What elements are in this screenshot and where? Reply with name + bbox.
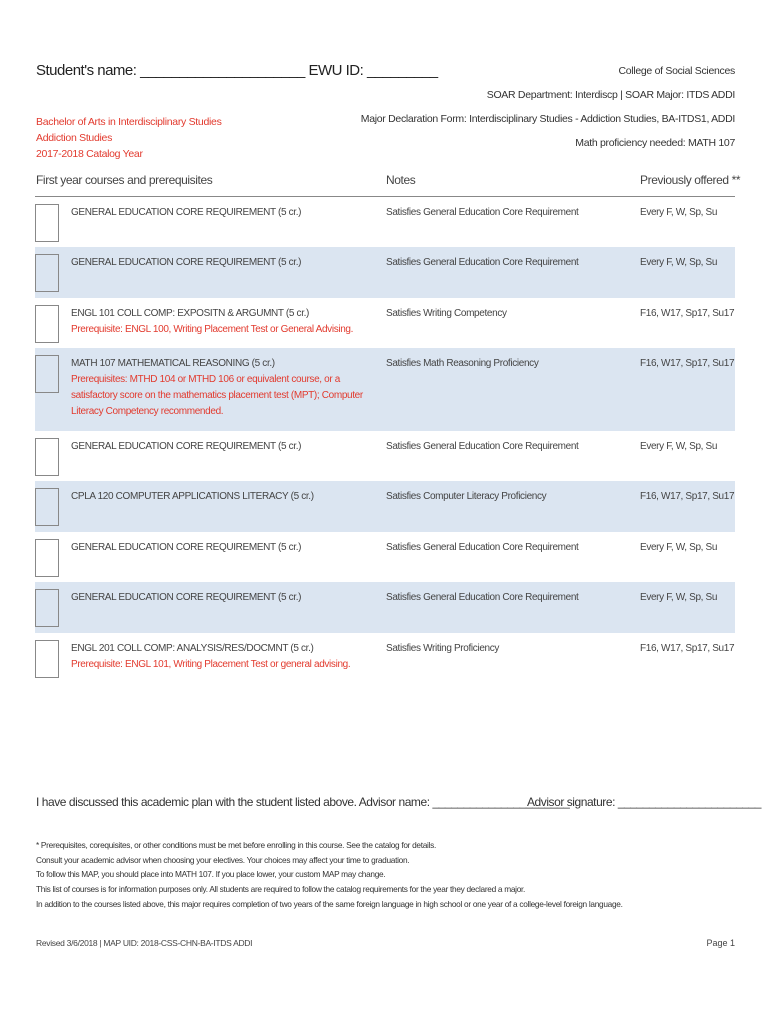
course-note: Satisfies General Education Core Requirement	[386, 441, 579, 452]
course-note: Satisfies General Education Core Requirement	[386, 542, 579, 553]
concentration: Addiction Studies	[36, 132, 113, 144]
completion-checkbox[interactable]	[35, 305, 59, 343]
course-offered: Every F, W, Sp, Su	[640, 441, 718, 452]
footnote: This list of courses is for information purposes only. All students are required to follow the catalog requirements for the year they declared a major.	[36, 884, 526, 895]
table-row	[35, 633, 735, 683]
college-name: College of Social Sciences	[618, 65, 735, 77]
advisor-signature-field[interactable]: Advisor signature: _______________________	[527, 795, 761, 809]
footnote: Consult your academic advisor when choosing your electives. Your choices may affect your time to graduation.	[36, 854, 410, 865]
completion-checkbox[interactable]	[35, 254, 59, 292]
footnotes	[36, 838, 623, 912]
table-row	[35, 481, 735, 532]
course-cell	[71, 356, 371, 420]
course-prerequisite: Prerequisites: MTHD 104 or MTHD 106 or equivalent course, or a satisfactory score on the mathematics placement test (MPT); Computer Literacy Competency recommended.	[71, 374, 363, 417]
course-offered: Every F, W, Sp, Su	[640, 592, 718, 603]
course-name: CPLA 120 COMPUTER APPLICATIONS LITERACY (5 cr.)	[71, 491, 314, 502]
soar-info: SOAR Department: Interdiscp | SOAR Major: ITDS ADDI	[486, 89, 735, 101]
course-offered: F16, W17, Sp17, Su17	[640, 358, 735, 369]
course-cell	[71, 489, 371, 505]
course-name: ENGL 201 COLL COMP: ANALYSIS/RES/DOCMNT (5 cr.)	[71, 643, 314, 654]
degree-title: Bachelor of Arts in Interdisciplinary Studies	[36, 116, 222, 128]
course-table	[35, 197, 735, 683]
column-header-courses: First year courses and prerequisites	[36, 173, 213, 187]
course-offered: Every F, W, Sp, Su	[640, 207, 718, 218]
revision-info: Revised 3/6/2018 | MAP UID: 2018-CSS-CHN-BA-ITDS ADDI	[36, 938, 253, 948]
course-note: Satisfies General Education Core Requirement	[386, 257, 579, 268]
course-name: GENERAL EDUCATION CORE REQUIREMENT (5 cr.)	[71, 592, 302, 603]
column-header-offered: Previously offered **	[640, 173, 741, 187]
student-info-line	[36, 62, 438, 79]
course-note: Satisfies Computer Literacy Proficiency	[386, 491, 547, 502]
course-cell	[71, 439, 371, 455]
course-note: Satisfies Math Reasoning Proficiency	[386, 358, 539, 369]
course-offered: F16, W17, Sp17, Su17	[640, 643, 735, 654]
table-row	[35, 197, 735, 247]
course-prerequisite: Prerequisite: ENGL 101, Writing Placement Test or general advising.	[71, 659, 351, 670]
footnote: To follow this MAP, you should place into MATH 107. If you place lower, your custom MAP may change.	[36, 869, 386, 880]
completion-checkbox[interactable]	[35, 355, 59, 393]
course-prerequisite: Prerequisite: ENGL 100, Writing Placement Test or General Advising.	[71, 324, 354, 335]
footnote: * Prerequisites, corequisites, or other conditions must be met before enrolling in this course. See the catalog for details.	[36, 840, 437, 850]
table-row	[35, 582, 735, 633]
declaration-form: Major Declaration Form: Interdisciplinary Studies - Addiction Studies, BA-ITDS1, ADDI	[360, 113, 735, 125]
course-name: GENERAL EDUCATION CORE REQUIREMENT (5 cr.)	[71, 542, 302, 553]
footnote: In addition to the courses listed above, this major requires completion of two years of the same foreign language in high school or one year of a college-level foreign language.	[36, 898, 623, 909]
course-cell	[71, 205, 371, 221]
course-offered: Every F, W, Sp, Su	[640, 542, 718, 553]
course-note: Satisfies Writing Competency	[386, 308, 507, 319]
course-offered: F16, W17, Sp17, Su17	[640, 491, 735, 502]
course-cell	[71, 641, 371, 673]
course-name: ENGL 101 COLL COMP: EXPOSITN & ARGUMNT (5 cr.)	[71, 308, 310, 319]
course-cell	[71, 540, 371, 556]
table-row	[35, 247, 735, 298]
course-name: GENERAL EDUCATION CORE REQUIREMENT (5 cr.)	[71, 257, 302, 268]
course-name: GENERAL EDUCATION CORE REQUIREMENT (5 cr.)	[71, 441, 302, 452]
completion-checkbox[interactable]	[35, 488, 59, 526]
student-name-id-field[interactable]: Student's name: _____________________ EWU ID: _________	[36, 62, 438, 79]
course-cell	[71, 255, 371, 271]
page-number: Page 1	[706, 938, 735, 948]
course-offered: F16, W17, Sp17, Su17	[640, 308, 735, 319]
course-cell	[71, 306, 371, 338]
course-name: GENERAL EDUCATION CORE REQUIREMENT (5 cr.)	[71, 207, 302, 218]
course-cell	[71, 590, 371, 606]
course-note: Satisfies General Education Core Requirement	[386, 592, 579, 603]
completion-checkbox[interactable]	[35, 438, 59, 476]
completion-checkbox[interactable]	[35, 640, 59, 678]
math-proficiency: Math proficiency needed: MATH 107	[575, 137, 735, 149]
degree-info	[36, 114, 222, 162]
completion-checkbox[interactable]	[35, 204, 59, 242]
course-note: Satisfies General Education Core Requirement	[386, 207, 579, 218]
column-header-notes: Notes	[386, 173, 416, 187]
advisor-name-field[interactable]: I have discussed this academic plan with the student listed above. Advisor name: ______________________	[36, 795, 570, 809]
catalog-year: 2017-2018 Catalog Year	[36, 148, 143, 160]
course-note: Satisfies Writing Proficiency	[386, 643, 500, 654]
table-row	[35, 298, 735, 348]
course-name: MATH 107 MATHEMATICAL REASONING (5 cr.)	[71, 358, 275, 369]
completion-checkbox[interactable]	[35, 539, 59, 577]
table-row	[35, 532, 735, 582]
course-offered: Every F, W, Sp, Su	[640, 257, 718, 268]
table-row	[35, 348, 735, 431]
table-row	[35, 431, 735, 481]
program-info	[361, 64, 735, 160]
completion-checkbox[interactable]	[35, 589, 59, 627]
